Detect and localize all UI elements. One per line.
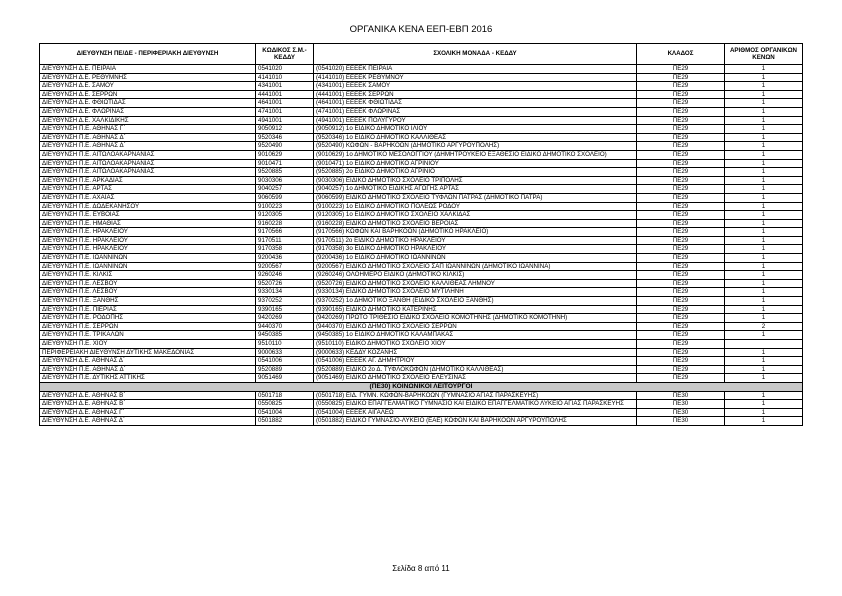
cell-direction: ΔΙΕΥΘΥΝΣΗ Π.Ε. ΑΡΚΑΔΙΑΣ: [40, 176, 256, 185]
cell-klados: ΠΕ29: [637, 365, 725, 374]
cell-direction: ΔΙΕΥΘΥΝΣΗ Π.Ε. ΑΘΗΝΑΣ Δ΄: [40, 365, 256, 374]
cell-code: 9520885: [256, 168, 314, 177]
section-label: (ΠΕ30) ΚΟΙΝΩΝΙΚΟΙ ΛΕΙΤΟΥΡΓΟΙ: [40, 382, 803, 391]
table-row: [40, 391, 803, 400]
cell-vacancies: 1: [725, 279, 803, 288]
cell-direction: ΔΙΕΥΘΥΝΣΗ Δ.Ε. ΧΑΛΚΙΔΙΚΗΣ: [40, 116, 256, 125]
cell-vacancies: 1: [725, 125, 803, 134]
table-row: [40, 219, 803, 228]
table-row: [40, 254, 803, 263]
cell-direction: ΔΙΕΥΘΥΝΣΗ Π.Ε. ΚΙΛΚΙΣ: [40, 271, 256, 280]
cell-code: 9170511: [256, 236, 314, 245]
cell-vacancies: 1: [725, 391, 803, 400]
cell-vacancies: 1: [725, 159, 803, 168]
cell-code: 9060599: [256, 193, 314, 202]
table-row: [40, 297, 803, 306]
cell-direction: ΔΙΕΥΘΥΝΣΗ Π.Ε. ΑΧΑΪΑΣ: [40, 193, 256, 202]
table-row: [40, 408, 803, 417]
cell-school: (9200567) ΕΙΔΙΚΟ ΔΗΜΟΤΙΚΟ ΣΧΟΛΕΙΟ ΣΑΠ ΙΩΑΝΝΙΝΩΝ (ΔΗΜΟΤΙΚΟ ΙΩΑΝΝΙΝΑ): [314, 262, 637, 271]
cell-klados: ΠΕ29: [637, 116, 725, 125]
cell-klados: ΠΕ29: [637, 271, 725, 280]
cell-code: 9160228: [256, 219, 314, 228]
cell-code: 9450385: [256, 331, 314, 340]
cell-school: (9170566) ΚΩΦΩΝ ΚΑΙ ΒΑΡΗΚΟΩΝ (ΔΗΜΟΤΙΚΟ ΗΡΑΚΛΕΙΟ): [314, 228, 637, 237]
cell-vacancies: 1: [725, 331, 803, 340]
header-code: ΚΩΔΙΚΟΣ Σ.Μ.-ΚΕΔΔΥ: [256, 44, 314, 65]
cell-school: (9520346) 1ο ΕΙΔΙΚΟ ΔΗΜΟΤΙΚΟ ΚΑΛΛΙΘΕΑΣ: [314, 133, 637, 142]
table-row: [40, 150, 803, 159]
cell-klados: ΠΕ29: [637, 82, 725, 91]
cell-direction: ΔΙΕΥΘΥΝΣΗ Π.Ε. ΛΕΣΒΟΥ: [40, 288, 256, 297]
cell-school: (9050912) 1ο ΕΙΔΙΚΟ ΔΗΜΟΤΙΚΟ ΙΛΙΟΥ: [314, 125, 637, 134]
cell-school: (4941001) ΕΕΕΕΚ ΠΟΛΥΓΥΡΟΥ: [314, 116, 637, 125]
cell-code: 9260246: [256, 271, 314, 280]
cell-direction: ΔΙΕΥΘΥΝΣΗ Δ.Ε. ΣΕΡΡΩΝ: [40, 90, 256, 99]
cell-school: (9370252) 1ο ΔΗΜΟΤΙΚΟ ΞΑΝΘΗ (ΕΙΔΙΚΟ ΣΧΟΛΕΙΟ ΞΑΝΘΗΣ): [314, 297, 637, 306]
cell-code: 4641001: [256, 99, 314, 108]
cell-vacancies: [725, 340, 803, 349]
cell-klados: ΠΕ29: [637, 168, 725, 177]
cell-direction: ΔΙΕΥΘΥΝΣΗ Δ.Ε. ΦΘΙΩΤΙΔΑΣ: [40, 99, 256, 108]
cell-school: (9120305) 1ο ΕΙΔΙΚΟ ΔΗΜΟΤΙΚΟ ΣΧΟΛΕΙΟ ΧΑΛΚΙΔΑΣ: [314, 211, 637, 220]
cell-code: 0541006: [256, 357, 314, 366]
cell-school: (4641001) ΕΕΕΕΚ ΦΘΙΩΤΙΔΑΣ: [314, 99, 637, 108]
cell-klados: ΠΕ29: [637, 133, 725, 142]
table-body: [40, 65, 803, 426]
table-row: [40, 159, 803, 168]
cell-klados: ΠΕ30: [637, 408, 725, 417]
cell-vacancies: 1: [725, 142, 803, 151]
cell-vacancies: 1: [725, 348, 803, 357]
cell-vacancies: 1: [725, 176, 803, 185]
cell-direction: ΔΙΕΥΘΥΝΣΗ Π.Ε. ΑΘΗΝΑΣ Δ΄: [40, 142, 256, 151]
cell-code: 9050912: [256, 125, 314, 134]
cell-direction: ΔΙΕΥΘΥΝΣΗ Π.Ε. ΑΙΤΩΛΟΑΚΑΡΝΑΝΙΑΣ: [40, 159, 256, 168]
cell-school: (9060599) ΕΙΔΙΚΟ ΔΗΜΟΤΙΚΟ ΣΧΟΛΕΙΟ ΤΥΦΛΩΝ ΠΑΤΡΑΣ (ΔΗΜΟΤΙΚΟ ΠΑΤΡΑ): [314, 193, 637, 202]
cell-school: (9510110) ΕΙΔΙΚΟ ΔΗΜΟΤΙΚΟ ΣΧΟΛΕΙΟ ΧΙΟΥ: [314, 340, 637, 349]
table-row: [40, 65, 803, 74]
cell-vacancies: 1: [725, 185, 803, 194]
cell-klados: ΠΕ29: [637, 331, 725, 340]
cell-vacancies: 1: [725, 99, 803, 108]
cell-direction: ΔΙΕΥΘΥΝΣΗ Δ.Ε. ΑΘΗΝΑΣ Δ΄: [40, 357, 256, 366]
cell-vacancies: 1: [725, 365, 803, 374]
cell-vacancies: 1: [725, 271, 803, 280]
cell-school: (9100223) 1ο ΕΙΔΙΚΟ ΔΗΜΟΤΙΚΟ ΠΟΛΕΩΣ ΡΟΔΟΥ: [314, 202, 637, 211]
table-row: [40, 202, 803, 211]
cell-direction: ΔΙΕΥΘΥΝΣΗ Π.Ε. ΑΙΤΩΛΟΑΚΑΡΝΑΝΙΑΣ: [40, 168, 256, 177]
cell-direction: ΔΙΕΥΘΥΝΣΗ Δ.Ε. ΠΕΙΡΑΙΑ: [40, 65, 256, 74]
cell-vacancies: 1: [725, 150, 803, 159]
cell-klados: ΠΕ29: [637, 193, 725, 202]
cell-school: (0501718) ΕΙΔ. ΓΥΜΝ. ΚΩΦΩΝ-ΒΑΡΗΚΟΩΝ (ΓΥΜΝΑΣΙΟ ΑΓΙΑΣ ΠΑΡΑΣΚΕΥΗΣ): [314, 391, 637, 400]
cell-direction: ΔΙΕΥΘΥΝΣΗ Π.Ε. ΛΕΣΒΟΥ: [40, 279, 256, 288]
cell-vacancies: 1: [725, 305, 803, 314]
table-row: [40, 116, 803, 125]
cell-klados: ΠΕ29: [637, 262, 725, 271]
cell-direction: ΔΙΕΥΘΥΝΣΗ Δ.Ε. ΑΘΗΝΑΣ Γ΄: [40, 408, 256, 417]
cell-school: (9160228) ΕΙΔΙΚΟ ΔΗΜΟΤΙΚΟ ΣΧΟΛΕΙΟ ΒΕΡΟΙΑΣ: [314, 219, 637, 228]
cell-direction: ΔΙΕΥΘΥΝΣΗ Π.Ε. ΡΟΔΟΠΗΣ: [40, 314, 256, 323]
table-row: [40, 211, 803, 220]
cell-school: (0550825) ΕΙΔΙΚΟ ΕΠΑΓΓΕΛΜΑΤΙΚΟ ΓΥΜΝΑΣΙΟ ΚΑΙ ΕΙΔΙΚΟ ΕΠΑΓΓΕΛΜΑΤΙΚΟ ΛΥΚΕΙΟ ΑΓΙΑΣ ΠΑΡΑΣΚΕΥΗΣ: [314, 400, 637, 409]
cell-school: (0541020) ΕΕΕΕΚ ΠΕΙΡΑΙΑ: [314, 65, 637, 74]
header-school: ΣΧΟΛΙΚΗ ΜΟΝΑΔΑ - ΚΕΔΔΥ: [314, 44, 637, 65]
cell-klados: ΠΕ30: [637, 391, 725, 400]
cell-klados: ΠΕ29: [637, 297, 725, 306]
table-row: [40, 348, 803, 357]
table-row: [40, 374, 803, 383]
cell-direction: ΔΙΕΥΘΥΝΣΗ Π.Ε. ΣΕΡΡΩΝ: [40, 322, 256, 331]
cell-direction: ΔΙΕΥΘΥΝΣΗ Δ.Ε. ΑΘΗΝΑΣ Δ΄: [40, 417, 256, 426]
cell-klados: ΠΕ29: [637, 150, 725, 159]
cell-school: (9170358) 3ο ΕΙΔΙΚΟ ΔΗΜΟΤΙΚΟ ΗΡΑΚΛΕΙΟΥ: [314, 245, 637, 254]
cell-school: (9030306) ΕΙΔΙΚΟ ΔΗΜΟΤΙΚΟ ΣΧΟΛΕΙΟ ΤΡΙΠΟΛΗΣ: [314, 176, 637, 185]
cell-direction: ΔΙΕΥΘΥΝΣΗ Π.Ε. ΤΡΙΚΑΛΩΝ: [40, 331, 256, 340]
cell-code: 4741001: [256, 107, 314, 116]
header-vacancies: ΑΡΙΘΜΟΣ ΟΡΓΑΝΙΚΩΝ ΚΕΝΩΝ: [725, 44, 803, 65]
cell-school: (9200436) 1ο ΕΙΔΙΚΟ ΔΗΜΟΤΙΚΟ ΙΩΑΝΝΙΝΩΝ: [314, 254, 637, 263]
cell-vacancies: 1: [725, 254, 803, 263]
cell-klados: ΠΕ29: [637, 322, 725, 331]
vacancies-table: [39, 43, 803, 426]
cell-direction: ΔΙΕΥΘΥΝΣΗ Π.Ε. ΗΜΑΘΙΑΣ: [40, 219, 256, 228]
cell-code: 0501718: [256, 391, 314, 400]
cell-school: (9520889) ΕΙΔΙΚΟ 2ο Δ. ΤΥΦΛΟΚΩΦΩΝ (ΔΗΜΟΤΙΚΟ ΚΑΛΛΙΘΕΑΣ): [314, 365, 637, 374]
cell-code: 4341001: [256, 82, 314, 91]
cell-direction: ΔΙΕΥΘΥΝΣΗ Π.Ε. ΗΡΑΚΛΕΙΟΥ: [40, 236, 256, 245]
table-row: [40, 314, 803, 323]
cell-klados: ΠΕ29: [637, 279, 725, 288]
cell-vacancies: 1: [725, 107, 803, 116]
cell-code: 9330134: [256, 288, 314, 297]
table-row: [40, 133, 803, 142]
cell-klados: ΠΕ29: [637, 288, 725, 297]
cell-code: 9390165: [256, 305, 314, 314]
cell-code: 9510110: [256, 340, 314, 349]
table-row: [40, 73, 803, 82]
cell-school: (9440370) ΕΙΔΙΚΟ ΔΗΜΟΤΙΚΟ ΣΧΟΛΕΙΟ ΣΕΡΡΩΝ: [314, 322, 637, 331]
cell-direction: ΔΙΕΥΘΥΝΣΗ Π.Ε. ΞΑΝΘΗΣ: [40, 297, 256, 306]
cell-code: 4441001: [256, 90, 314, 99]
section-row: [40, 382, 803, 391]
cell-klados: ΠΕ29: [637, 236, 725, 245]
cell-code: 0550825: [256, 400, 314, 409]
cell-vacancies: 1: [725, 73, 803, 82]
table-row: [40, 305, 803, 314]
cell-direction: ΔΙΕΥΘΥΝΣΗ Δ.Ε. ΑΘΗΝΑΣ Β΄: [40, 400, 256, 409]
cell-vacancies: 1: [725, 374, 803, 383]
page-number: Σελίδα 8 από 11: [392, 564, 450, 573]
cell-klados: ΠΕ30: [637, 400, 725, 409]
table-row: [40, 142, 803, 151]
cell-school: (4441001) ΕΕΕΕΚ ΣΕΡΡΩΝ: [314, 90, 637, 99]
cell-school: (9040257) 1ο ΔΗΜΟΤΙΚΟ ΕΙΔΙΚΗΣ ΑΓΩΓΗΣ ΑΡΤΑΣ: [314, 185, 637, 194]
cell-code: 9040257: [256, 185, 314, 194]
header-row: [40, 44, 803, 65]
cell-school: (9170511) 2ο ΕΙΔΙΚΟ ΔΗΜΟΤΙΚΟ ΗΡΑΚΛΕΙΟΥ: [314, 236, 637, 245]
cell-school: (0541006) ΕΕΕΕΚ ΑΓ. ΔΗΜΗΤΡΙΟΥ: [314, 357, 637, 366]
cell-vacancies: 1: [725, 65, 803, 74]
cell-vacancies: 1: [725, 262, 803, 271]
table-row: [40, 176, 803, 185]
cell-school: (4741001) ΕΕΕΕΚ ΦΛΩΡΙΝΑΣ: [314, 107, 637, 116]
cell-vacancies: 1: [725, 288, 803, 297]
table-row: [40, 357, 803, 366]
cell-direction: ΔΙΕΥΘΥΝΣΗ Π.Ε. ΑΘΗΝΑΣ Γ΄: [40, 125, 256, 134]
cell-code: 0501882: [256, 417, 314, 426]
cell-code: 0541004: [256, 408, 314, 417]
cell-school: (0501882) ΕΙΔΙΚΟ ΓΥΜΝΑΣΙΟ-ΛΥΚΕΙΟ (ΕΑΕ) ΚΩΦΩΝ ΚΑΙ ΒΑΡΗΚΟΩΝ ΑΡΓΥΡΟΥΠΟΛΗΣ: [314, 417, 637, 426]
cell-direction: ΔΙΕΥΘΥΝΣΗ Π.Ε. ΧΙΟΥ: [40, 340, 256, 349]
cell-direction: ΔΙΕΥΘΥΝΣΗ Δ.Ε. ΣΑΜΟΥ: [40, 82, 256, 91]
cell-vacancies: 1: [725, 168, 803, 177]
table-row: [40, 279, 803, 288]
cell-code: 9000633: [256, 348, 314, 357]
document-title: ΟΡΓΑΝΙΚΑ ΚΕΝΑ ΕΕΠ-ΕΒΠ 2016: [349, 24, 493, 35]
cell-direction: ΔΙΕΥΘΥΝΣΗ Π.Ε. ΗΡΑΚΛΕΙΟΥ: [40, 228, 256, 237]
cell-code: 9170358: [256, 245, 314, 254]
cell-school: (0541004) ΕΕΕΕΚ ΑΙΓΑΛΕΩ: [314, 408, 637, 417]
cell-school: (4341001) ΕΕΕΕΚ ΣΑΜΟΥ: [314, 82, 637, 91]
cell-klados: ΠΕ29: [637, 219, 725, 228]
table-row: [40, 193, 803, 202]
cell-code: 9030306: [256, 176, 314, 185]
cell-klados: ΠΕ29: [637, 357, 725, 366]
cell-direction: ΔΙΕΥΘΥΝΣΗ Π.Ε. ΙΩΑΝΝΙΝΩΝ: [40, 262, 256, 271]
cell-code: 4141010: [256, 73, 314, 82]
cell-klados: ΠΕ29: [637, 202, 725, 211]
cell-vacancies: 1: [725, 314, 803, 323]
cell-direction: ΔΙΕΥΘΥΝΣΗ Π.Ε. ΕΥΒΟΙΑΣ: [40, 211, 256, 220]
cell-school: (9010629) 1ο ΔΗΜΟΤΙΚΟ ΜΕΣΟΛΟΓΓΙΟΥ (ΔΗΜΗΤΡΟΥΚΕΙΟ ΕΞΑΘΕΣΙΟ ΕΙΔΙΚΟ ΔΗΜΟΤΙΚΟ ΣΧΟΛΕΙΟ): [314, 150, 637, 159]
cell-klados: ΠΕ29: [637, 314, 725, 323]
cell-direction: ΔΙΕΥΘΥΝΣΗ Π.Ε. ΙΩΑΝΝΙΝΩΝ: [40, 254, 256, 263]
cell-direction: ΔΙΕΥΘΥΝΣΗ Δ.Ε. ΦΛΩΡΙΝΑΣ: [40, 107, 256, 116]
table-row: [40, 185, 803, 194]
cell-vacancies: 1: [725, 90, 803, 99]
cell-code: 9440370: [256, 322, 314, 331]
cell-klados: ΠΕ29: [637, 211, 725, 220]
cell-school: (9520885) 2ο ΕΙΔΙΚΟ ΔΗΜΟΤΙΚΟ ΑΓΡΙΝΙΟ: [314, 168, 637, 177]
cell-school: (9260246) ΟΛΟΗΜΕΡΟ ΕΙΔΙΚΟ (ΔΗΜΟΤΙΚΟ ΚΙΛΚΙΣ): [314, 271, 637, 280]
cell-vacancies: 1: [725, 408, 803, 417]
cell-direction: ΔΙΕΥΘΥΝΣΗ Π.Ε. ΗΡΑΚΛΕΙΟΥ: [40, 245, 256, 254]
cell-klados: ΠΕ29: [637, 176, 725, 185]
cell-school: (9450385) 1ο ΕΙΔΙΚΟ ΔΗΜΟΤΙΚΟ ΚΑΛΑΜΠΑΚΑΣ: [314, 331, 637, 340]
cell-direction: ΔΙΕΥΘΥΝΣΗ Δ.Ε. ΑΘΗΝΑΣ Β΄: [40, 391, 256, 400]
cell-direction: ΔΙΕΥΘΥΝΣΗ Π.Ε. ΑΙΤΩΛΟΑΚΑΡΝΑΝΙΑΣ: [40, 150, 256, 159]
cell-klados: ΠΕ29: [637, 185, 725, 194]
cell-school: (9051469) ΕΙΔΙΚΟ ΔΗΜΟΤΙΚΟ ΣΧΟΛΕΙΟ ΕΛΕΥΣΙΝΑΣ: [314, 374, 637, 383]
cell-klados: ΠΕ29: [637, 73, 725, 82]
cell-klados: ΠΕ30: [637, 417, 725, 426]
cell-school: (4141010) ΕΕΕΕΚ ΡΕΘΥΜΝΟΥ: [314, 73, 637, 82]
cell-direction: ΔΙΕΥΘΥΝΣΗ Δ.Ε. ΡΕΘΥΜΝΗΣ: [40, 73, 256, 82]
cell-vacancies: 1: [725, 211, 803, 220]
cell-code: 9420269: [256, 314, 314, 323]
cell-klados: ΠΕ29: [637, 159, 725, 168]
table-row: [40, 125, 803, 134]
cell-vacancies: 1: [725, 116, 803, 125]
cell-vacancies: 1: [725, 219, 803, 228]
table-row: [40, 168, 803, 177]
cell-klados: ΠΕ29: [637, 340, 725, 349]
cell-vacancies: 1: [725, 245, 803, 254]
cell-code: 9051469: [256, 374, 314, 383]
cell-vacancies: 1: [725, 297, 803, 306]
cell-code: 0541020: [256, 65, 314, 74]
header-direction: ΔΙΕΥΘΥΝΣΗ ΠΕ/ΔΕ - ΠΕΡΙΦΕΡΙΑΚΗ ΔΙΕΥΘΥΝΣΗ: [40, 44, 256, 65]
cell-klados: ΠΕ29: [637, 125, 725, 134]
cell-direction: ΔΙΕΥΘΥΝΣΗ Π.Ε. ΔΩΔΕΚΑΝΗΣΟΥ: [40, 202, 256, 211]
cell-vacancies: 1: [725, 193, 803, 202]
cell-code: 9520346: [256, 133, 314, 142]
table-row: [40, 245, 803, 254]
table-row: [40, 82, 803, 91]
table-row: [40, 90, 803, 99]
table-row: [40, 365, 803, 374]
cell-code: 9520490: [256, 142, 314, 151]
cell-direction: ΔΙΕΥΘΥΝΣΗ Π.Ε. ΠΙΕΡΙΑΣ: [40, 305, 256, 314]
cell-vacancies: 1: [725, 400, 803, 409]
cell-direction: ΠΕΡΙΦΕΡΕΙΑΚΗ ΔΙΕΥΘΥΝΣΗ ΔΥΤΙΚΗΣ ΜΑΚΕΔΟΝΙΑΣ: [40, 348, 256, 357]
cell-vacancies: 1: [725, 202, 803, 211]
cell-code: 9010629: [256, 150, 314, 159]
cell-vacancies: 1: [725, 82, 803, 91]
table-row: [40, 228, 803, 237]
cell-code: 9520889: [256, 365, 314, 374]
cell-school: (9010471) 1ο ΕΙΔΙΚΟ ΔΗΜΟΤΙΚΟ ΑΓΡΙΝΙΟΥ: [314, 159, 637, 168]
cell-vacancies: 2: [725, 322, 803, 331]
cell-direction: ΔΙΕΥΘΥΝΣΗ Π.Ε. ΑΡΤΑΣ: [40, 185, 256, 194]
table-row: [40, 331, 803, 340]
cell-school: (9000633) ΚΕΔΔΥ ΚΟΖΑΝΗΣ: [314, 348, 637, 357]
cell-code: 4941001: [256, 116, 314, 125]
cell-code: 9100223: [256, 202, 314, 211]
cell-code: 9170566: [256, 228, 314, 237]
table-row: [40, 417, 803, 426]
cell-klados: ΠΕ29: [637, 374, 725, 383]
cell-klados: ΠΕ29: [637, 142, 725, 151]
table-row: [40, 271, 803, 280]
cell-klados: ΠΕ29: [637, 65, 725, 74]
cell-vacancies: 1: [725, 133, 803, 142]
table-row: [40, 236, 803, 245]
cell-direction: ΔΙΕΥΘΥΝΣΗ Π.Ε. ΑΘΗΝΑΣ Δ΄: [40, 133, 256, 142]
cell-direction: ΔΙΕΥΘΥΝΣΗ Π.Ε. ΔΥΤΙΚΗΣ ΑΤΤΙΚΗΣ: [40, 374, 256, 383]
table-row: [40, 262, 803, 271]
table-row: [40, 99, 803, 108]
cell-code: 9200567: [256, 262, 314, 271]
cell-klados: ΠΕ29: [637, 90, 725, 99]
cell-school: (9390165) ΕΙΔΙΚΟ ΔΗΜΟΤΙΚΟ ΚΑΤΕΡΙΝΗΣ: [314, 305, 637, 314]
cell-school: (9520726) ΕΙΔΙΚΟ ΔΗΜΟΤΙΚΟ ΣΧΟΛΕΙΟ ΚΑΛΛΙΘΕΑΣ ΛΗΜΝΟΥ: [314, 279, 637, 288]
cell-klados: ΠΕ29: [637, 228, 725, 237]
table-row: [40, 322, 803, 331]
cell-vacancies: 1: [725, 417, 803, 426]
cell-klados: ΠΕ29: [637, 305, 725, 314]
table-row: [40, 400, 803, 409]
cell-vacancies: 1: [725, 357, 803, 366]
cell-code: 9370252: [256, 297, 314, 306]
cell-code: 9520726: [256, 279, 314, 288]
cell-vacancies: 1: [725, 228, 803, 237]
cell-klados: ΠΕ29: [637, 348, 725, 357]
header-klados: ΚΛΑΔΟΣ: [637, 44, 725, 65]
cell-vacancies: 1: [725, 236, 803, 245]
cell-code: 9120305: [256, 211, 314, 220]
table-row: [40, 288, 803, 297]
cell-klados: ΠΕ29: [637, 254, 725, 263]
cell-code: 9200436: [256, 254, 314, 263]
table-row: [40, 107, 803, 116]
cell-klados: ΠΕ29: [637, 245, 725, 254]
cell-code: 9010471: [256, 159, 314, 168]
cell-school: (9330134) ΕΙΔΙΚΟ ΔΗΜΟΤΙΚΟ ΣΧΟΛΕΙΟ ΜΥΤΙΛΗΝΗ: [314, 288, 637, 297]
cell-klados: ΠΕ29: [637, 99, 725, 108]
cell-klados: ΠΕ29: [637, 107, 725, 116]
cell-school: (9520490) ΚΩΦΩΝ - ΒΑΡΗΚΟΩΝ (ΔΗΜΟΤΙΚΟ ΑΡΓΥΡΟΥΠΟΛΗΣ): [314, 142, 637, 151]
cell-school: (9420269) ΠΡΩΤΟ ΤΡΙΘΕΣΙΟ ΕΙΔΙΚΟ ΣΧΟΛΕΙΟ ΚΟΜΟΤΗΝΗΣ (ΔΗΜΟΤΙΚΟ ΚΟΜΟΤΗΝΗ): [314, 314, 637, 323]
table-row: [40, 340, 803, 349]
